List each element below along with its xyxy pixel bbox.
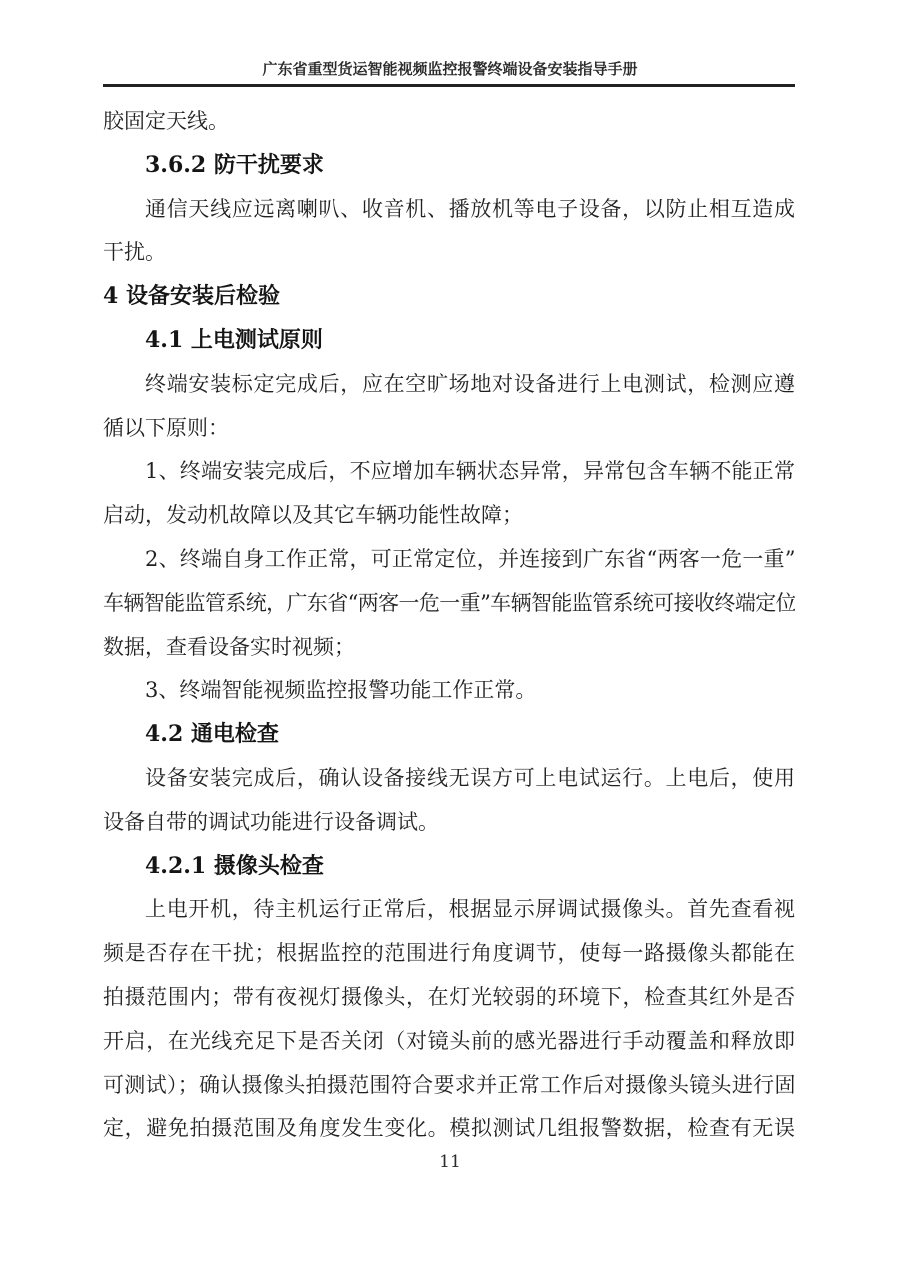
text-line: 启动，发动机故障以及其它车辆功能性故障； [103,503,523,528]
text-line: 终端安装标定完成后，应在空旷场地对设备进行上电测试，检测应遵 [145,371,795,396]
text-line: 数据，查看设备实时视频； [103,634,355,659]
header-title: 广东省重型货运智能视频监控报警终端设备安装指导手册 [262,60,638,78]
heading-line: 3.6.2 防干扰要求 [145,151,324,178]
text-line: 干扰。 [103,240,166,265]
page-number: 11 [439,1152,461,1172]
heading-line: 4.2 通电检查 [145,721,279,748]
header-rule [103,84,795,87]
text-line: 2、终端自身工作正常，可正常定位，并连接到广东省“两客一危一重” [145,546,795,571]
text-line: 设备自带的调试功能进行设备调试。 [103,809,439,834]
text-line: 胶固定天线。 [103,109,229,133]
text-line: 开启，在光线充足下是否关闭（对镜头前的感光器进行手动覆盖和释放即 [103,1028,795,1053]
heading-line: 4.2.1 摄像头检查 [145,852,324,879]
heading-line: 4 设备安装后检验 [103,283,280,310]
heading-line: 4.1 上电测试原则 [145,326,323,353]
text-line: 可测试）；确认摄像头拍摄范围符合要求并正常工作后对摄像头镜头进行固 [103,1072,795,1097]
text-line: 设备安装完成后，确认设备接线无误方可上电试运行。上电后，使用 [145,765,795,790]
page-footer [0,1152,900,1172]
text-line: 循以下原则： [103,415,229,440]
text-line: 频是否存在干扰；根据监控的范围进行角度调节，使每一路摄像头都能在 [103,941,795,966]
text-line: 1、终端安装完成后，不应增加车辆状态异常，异常包含车辆不能正常 [145,459,795,484]
text-line: 3、终端智能视频监控报警功能工作正常。 [145,678,537,703]
document-lines [103,100,795,1151]
text-line: 定，避免拍摄范围及角度发生变化。模拟测试几组报警数据，检查有无误 [103,1116,795,1141]
document-body [103,100,795,1151]
text-line: 拍摄范围内；带有夜视灯摄像头，在灯光较弱的环境下，检查其红外是否 [103,984,795,1009]
text-line: 上电开机，待主机运行正常后，根据显示屏调试摄像头。首先查看视 [145,897,795,922]
text-line: 通信天线应远离喇叭、收音机、播放机等电子设备，以防止相互造成 [145,196,795,221]
text-line: 车辆智能监管系统，广东省“两客一危一重”车辆智能监管系统可接收终端定位 [103,590,795,615]
